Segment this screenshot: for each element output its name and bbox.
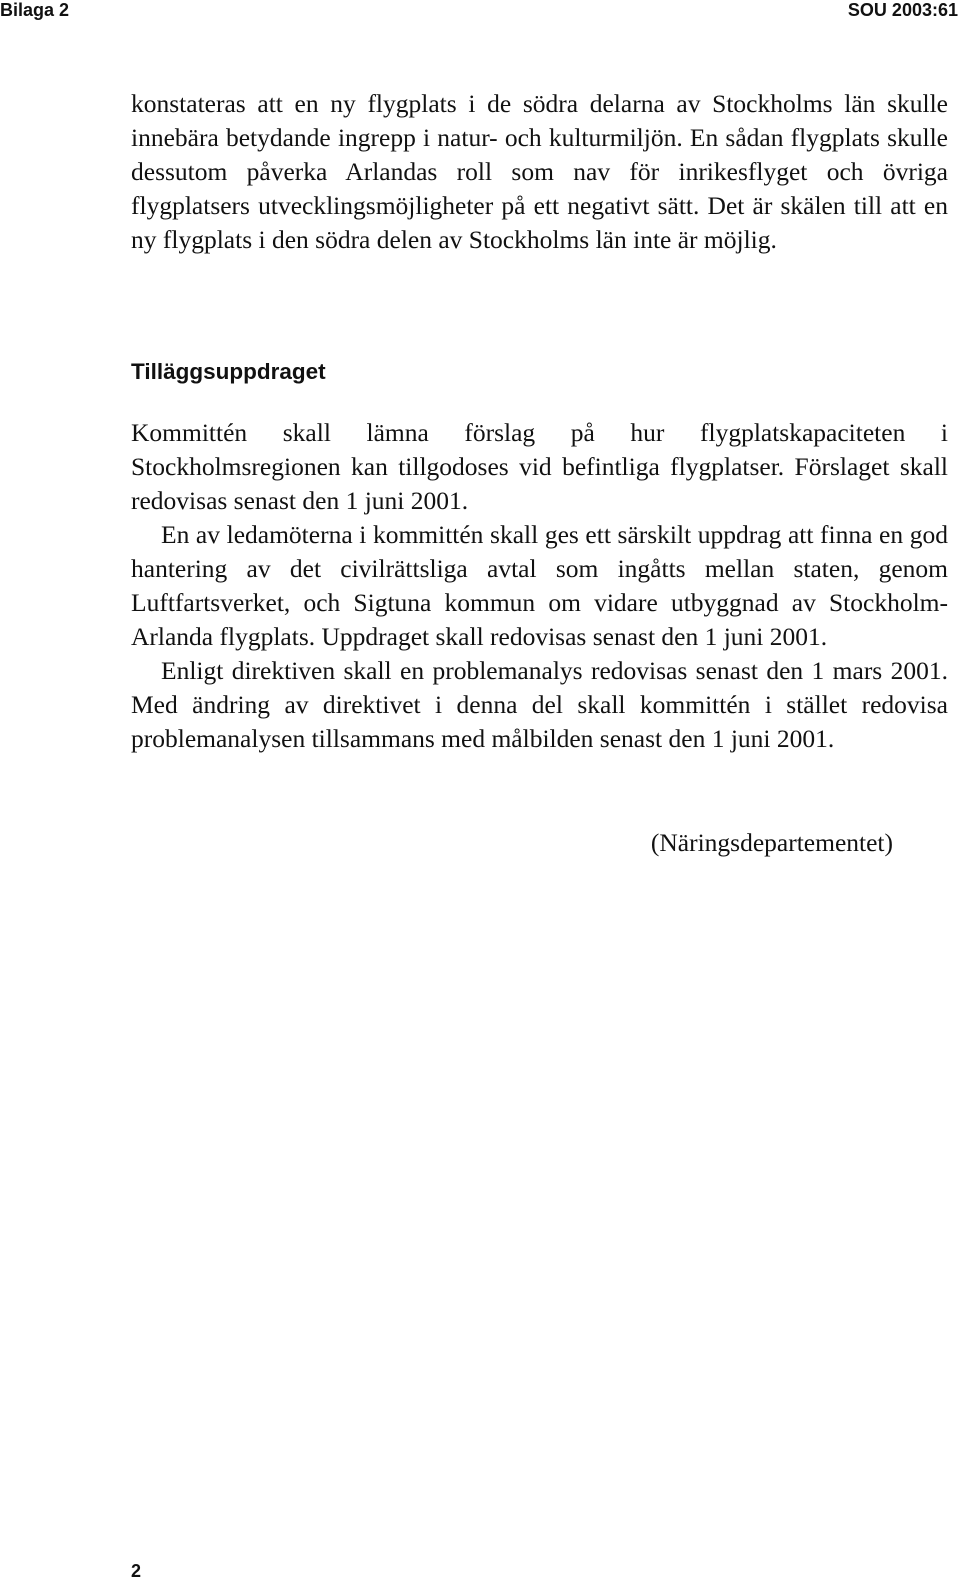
- header-report-reference: SOU 2003:61: [847, 0, 958, 20]
- section-heading: Tilläggsuppdraget: [131, 359, 326, 384]
- section-body: [131, 416, 948, 756]
- section-paragraph-2: En av ledamöterna i kommittén skall ges ett särskilt uppdrag att finna en god hantering av det civilrättsliga avtal som ingåtts mellan staten, genom Luftfartsverket, och Sigtuna kommun om vidare utbyggnad av Stockholm-Arlanda flygplats. Uppdraget skall redovisas senast den 1 juni 2001.: [131, 520, 948, 651]
- page-header: [0, 0, 960, 30]
- section-paragraph-1: Kommittén skall lämna förslag på hur flygplatskapaciteten i Stockholmsregionen kan tillgodoses vid befintliga flygplatser. Förslaget skall redovisas senast den 1 juni 2001.: [131, 418, 948, 515]
- continuation-paragraph: konstateras att en ny flygplats i de södra delarna av Stockholms län skulle innebära betydande ingrepp i natur- och kulturmiljön. En sådan flygplats skulle dessutom påverka Arlandas roll som nav för inrikesflyget och övriga flygplatsers utvecklingsmöjligheter på ett negativt sätt. Det är skälen till att en ny flygplats i den södra delen av Stockholms län inte är möjlig.: [131, 89, 948, 254]
- page-number: 2: [131, 1561, 142, 1581]
- ministry-signature: (Näringsdepartementet): [650, 828, 893, 857]
- section-paragraph-3: Enligt direktiven skall en problemanalys redovisas senast den 1 mars 2001. Med ändring av direktivet i denna del skall kommittén i stället redovisa problemanalysen tillsammans med målbilden senast den 1 juni 2001.: [131, 656, 948, 753]
- header-appendix-label: Bilaga 2: [0, 0, 70, 20]
